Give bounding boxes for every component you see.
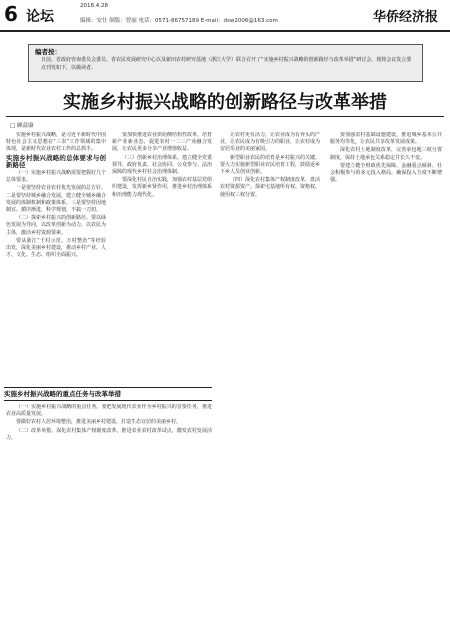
editor-info: 编辑：安仕 制版：曾丽 电话：0571-86757189 E-mail：dsw2006@163.com [80, 18, 278, 24]
page-number: 6 [4, 2, 18, 26]
newspaper-logo: 华侨经济报 [372, 10, 438, 25]
paragraph: 要加强农村基础设施建设，推进城乡基本公共服务均等化，让农民共享改革发展成果。 [330, 132, 442, 146]
paragraph: 实施乡村振兴战略，是习近平新时代中国特色社会主义思想在“三农”工作领域的集中体现，是新时代农业农村工作的总抓手。 [6, 132, 106, 153]
issue-date: 2018.4.28 [80, 3, 108, 9]
paragraph: 要深化村民自治实践，加强农村基层党组织建设，发挥新乡贤作用，推进乡村治理体系和治理能力现代化。 [112, 177, 212, 198]
article-column-2 [112, 132, 212, 382]
page-header [0, 0, 450, 34]
paragraph: （四）深化农村集体产权制度改革，盘活农村资源资产。探索宅基地所有权、资格权、使用权三权分置。 [220, 177, 320, 198]
article-column-3 [220, 132, 320, 632]
section-name: 论坛 [26, 9, 54, 25]
headline-rule [6, 116, 444, 117]
paragraph: 新型职业农民的培育是乡村振兴的关键。要大力实施新型职业农民培育工程，鼓励返乡下乡人员创业创新。 [220, 154, 320, 176]
paragraph: 一是要坚持农业农村优先发展的总方针。二是要坚持城乡融合发展，建立健全城乡融合发展的体制机制和政策体系。三是要坚持因地制宜、循序渐进，科学规划，不搞一刀切。 [6, 185, 106, 214]
article-author: □ 顾益康 [10, 123, 34, 129]
paragraph: （一）实施乡村振兴战略的重点任务。要把发展现代农业作为乡村振兴的首要任务，推进农业高质量发展。 [6, 404, 212, 418]
article-bottom-section [6, 404, 212, 634]
note-text: 日前，省政府咨询委员会委员、省农民发展研究中心以及新田农村研究基地（浙江大学）联合召开了“实施乡村振兴战略的创新路径与改革举措”研讨会，现将会议发言要点刊发如下，以飨读者。 [41, 57, 412, 71]
article-headline: 实施乡村振兴战略的创新路径与改革举措 [63, 92, 387, 113]
paragraph: 让农村更有活力，让农业成为有奔头的产业，让农民成为有吸引力的职业，让农村成为安居乐业的美丽家园。 [220, 132, 320, 153]
section-subheading: 实施乡村振兴战略的总体要求与创新路径 [6, 153, 106, 169]
paragraph: 深化农村土地制度改革，完善承包地三权分置制度，保持土地承包关系稳定并长久不变。 [330, 147, 442, 161]
paragraph: （一）实施乡村振兴战略需要把握好几个总体要求。 [6, 170, 106, 184]
paragraph: （二）探索乡村振兴的创新路径。要以绿色发展为导向，以改革创新为动力，以农民为主体，激活乡村资源要素。 [6, 215, 106, 236]
article-column-1 [6, 132, 106, 382]
paragraph: （三）创新乡村治理体系。建立健全党委领导、政府负责、社会协同、公众参与、法治保障的现代乡村社会治理体制。 [112, 154, 212, 176]
paragraph: 要从浙江“千村示范、万村整治”等经验出发，深化美丽乡村建设，推动乡村产业、人才、文化、生态、组织全面振兴。 [6, 237, 106, 259]
note-label: 编者按： [35, 48, 61, 56]
header-rule [0, 30, 450, 32]
section-heading-key-tasks: 实施乡村振兴战略的重点任务与改革举措 [4, 387, 212, 401]
editor-note [28, 44, 423, 82]
article-column-4 [330, 132, 442, 632]
paragraph: 要建立健全财政优先保障、金融重点倾斜、社会积极参与的多元投入格局，确保投入力度不断增强。 [330, 162, 442, 184]
paragraph: （二）改革举措。深化农村集体产权制度改革，推进农业农村改革试点，激发农村发展活力。 [6, 427, 212, 441]
paragraph: 要加快推进农业供给侧结构性改革，培育新产业新业态，促进农村一二三产业融合发展，让农民更多分享产业增值收益。 [112, 132, 212, 153]
paragraph: 要做好农村人居环境整治，推进美丽乡村建设，打造生态宜居的美丽乡村。 [16, 419, 182, 426]
